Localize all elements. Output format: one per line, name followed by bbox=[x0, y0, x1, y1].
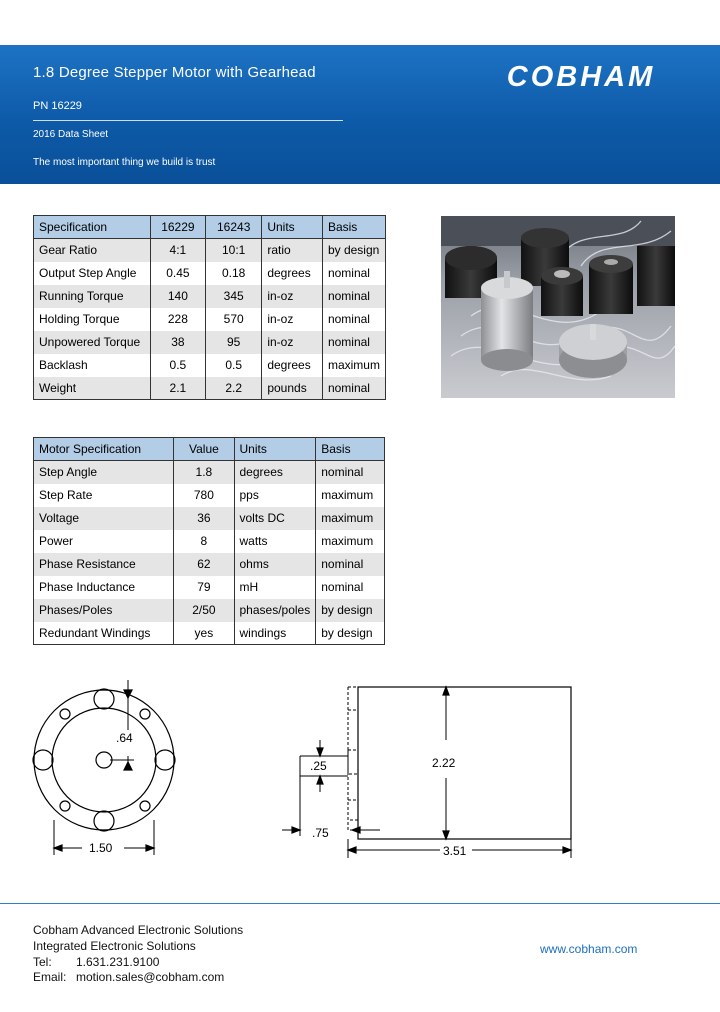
front-view-drawing bbox=[33, 680, 175, 855]
col-header: Basis bbox=[322, 216, 385, 239]
table-cell: 0.18 bbox=[206, 262, 262, 285]
table-cell: nominal bbox=[316, 576, 385, 599]
table-cell: Voltage bbox=[34, 507, 174, 530]
col-header: Units bbox=[234, 438, 316, 461]
col-header: 16243 bbox=[206, 216, 262, 239]
cobham-logo bbox=[485, 63, 677, 89]
table-cell: Output Step Angle bbox=[34, 262, 151, 285]
table-cell: by design bbox=[322, 239, 385, 262]
table-cell: Unpowered Torque bbox=[34, 331, 151, 354]
table-cell: 95 bbox=[206, 331, 262, 354]
table-cell: 62 bbox=[174, 553, 234, 576]
table-row bbox=[34, 622, 385, 645]
gearhead-spec-table bbox=[33, 215, 386, 400]
email-link[interactable]: motion.sales@cobham.com bbox=[76, 970, 225, 984]
table-row bbox=[34, 377, 386, 400]
table-cell: Running Torque bbox=[34, 285, 151, 308]
col-header: Basis bbox=[316, 438, 385, 461]
table-row bbox=[34, 484, 385, 507]
table-cell: nominal bbox=[322, 308, 385, 331]
table-cell: nominal bbox=[322, 331, 385, 354]
dim-shaft-dia: .25 bbox=[310, 759, 327, 773]
table-row bbox=[34, 461, 385, 484]
table-cell: nominal bbox=[316, 553, 385, 576]
table-cell: in-oz bbox=[262, 308, 323, 331]
dim-front-width: 1.50 bbox=[89, 841, 113, 855]
table-cell: degrees bbox=[234, 461, 316, 484]
page-title: 1.8 Degree Stepper Motor with Gearhead bbox=[33, 64, 316, 81]
table-cell: volts DC bbox=[234, 507, 316, 530]
table-cell: maximum bbox=[316, 530, 385, 553]
table-cell: Holding Torque bbox=[34, 308, 151, 331]
table-cell: Phase Inductance bbox=[34, 576, 174, 599]
motor-photo bbox=[441, 216, 675, 398]
table-cell: ohms bbox=[234, 553, 316, 576]
table-cell: yes bbox=[174, 622, 234, 645]
table-cell: degrees bbox=[262, 262, 323, 285]
col-header: Specification bbox=[34, 216, 151, 239]
table-cell: 2/50 bbox=[174, 599, 234, 622]
col-header: Motor Specification bbox=[34, 438, 174, 461]
table-header-row bbox=[34, 216, 386, 239]
table-cell: Phases/Poles bbox=[34, 599, 174, 622]
table-cell: nominal bbox=[322, 377, 385, 400]
table-cell: 780 bbox=[174, 484, 234, 507]
table-cell: nominal bbox=[322, 262, 385, 285]
table-cell: 4:1 bbox=[150, 239, 205, 262]
table-cell: ratio bbox=[262, 239, 323, 262]
table-cell: 0.5 bbox=[206, 354, 262, 377]
table-cell: in-oz bbox=[262, 331, 323, 354]
header-banner bbox=[0, 45, 720, 184]
table-cell: by design bbox=[316, 622, 385, 645]
table-row bbox=[34, 262, 386, 285]
table-cell: 2.2 bbox=[206, 377, 262, 400]
tel-value: 1.631.231.9100 bbox=[76, 955, 160, 969]
table-cell: phases/poles bbox=[234, 599, 316, 622]
table-cell: degrees bbox=[262, 354, 323, 377]
table-cell: 36 bbox=[174, 507, 234, 530]
table-cell: Redundant Windings bbox=[34, 622, 174, 645]
table-row bbox=[34, 308, 386, 331]
col-header: 16229 bbox=[150, 216, 205, 239]
table-cell: 8 bbox=[174, 530, 234, 553]
table-cell: Step Rate bbox=[34, 484, 174, 507]
table-cell: maximum bbox=[316, 507, 385, 530]
table-cell: watts bbox=[234, 530, 316, 553]
table-cell: 38 bbox=[150, 331, 205, 354]
table-header-row bbox=[34, 438, 385, 461]
table-cell: 0.45 bbox=[150, 262, 205, 285]
table-cell: 570 bbox=[206, 308, 262, 331]
table-cell: 2.1 bbox=[150, 377, 205, 400]
table-cell: 140 bbox=[150, 285, 205, 308]
footer-divider bbox=[0, 903, 720, 904]
footer-email bbox=[33, 970, 224, 984]
logo-text: COBHAM bbox=[506, 63, 656, 89]
table-cell: 228 bbox=[150, 308, 205, 331]
dimension-drawings bbox=[0, 670, 720, 870]
table-cell: Power bbox=[34, 530, 174, 553]
table-cell: pps bbox=[234, 484, 316, 507]
table-row bbox=[34, 354, 386, 377]
table-row bbox=[34, 530, 385, 553]
table-cell: Weight bbox=[34, 377, 151, 400]
table-row bbox=[34, 553, 385, 576]
part-number: PN 16229 bbox=[33, 100, 82, 112]
table-cell: Backlash bbox=[34, 354, 151, 377]
dim-side-length: 3.51 bbox=[443, 844, 467, 858]
dim-shaft-len: .75 bbox=[312, 826, 329, 840]
footer-division: Integrated Electronic Solutions bbox=[33, 939, 196, 953]
dim-side-height: 2.22 bbox=[432, 756, 456, 770]
datasheet-year: 2016 Data Sheet bbox=[33, 129, 109, 140]
table-cell: in-oz bbox=[262, 285, 323, 308]
footer-company: Cobham Advanced Electronic Solutions bbox=[33, 923, 244, 937]
table-cell: 79 bbox=[174, 576, 234, 599]
table-cell: 10:1 bbox=[206, 239, 262, 262]
table-cell: 0.5 bbox=[150, 354, 205, 377]
table-cell: 345 bbox=[206, 285, 262, 308]
table-cell: windings bbox=[234, 622, 316, 645]
dim-offset: .64 bbox=[116, 731, 133, 745]
motor-spec-table bbox=[33, 437, 385, 645]
table-cell: maximum bbox=[322, 354, 385, 377]
table-row bbox=[34, 599, 385, 622]
table-row bbox=[34, 507, 385, 530]
email-label: Email: bbox=[33, 970, 67, 984]
header-divider bbox=[33, 120, 343, 121]
table-row bbox=[34, 239, 386, 262]
table-cell: Phase Resistance bbox=[34, 553, 174, 576]
footer-tel bbox=[33, 955, 159, 969]
tel-label: Tel: bbox=[33, 955, 52, 969]
col-header: Value bbox=[174, 438, 234, 461]
table-cell: nominal bbox=[316, 461, 385, 484]
table-cell: Gear Ratio bbox=[34, 239, 151, 262]
table-cell: mH bbox=[234, 576, 316, 599]
website-link[interactable]: www.cobham.com bbox=[540, 942, 638, 956]
table-row bbox=[34, 576, 385, 599]
tagline: The most important thing we build is trust bbox=[33, 157, 216, 168]
table-row bbox=[34, 331, 386, 354]
table-cell: 1.8 bbox=[174, 461, 234, 484]
col-header: Units bbox=[262, 216, 323, 239]
table-cell: by design bbox=[316, 599, 385, 622]
table-cell: maximum bbox=[316, 484, 385, 507]
table-cell: Step Angle bbox=[34, 461, 174, 484]
table-cell: nominal bbox=[322, 285, 385, 308]
table-row bbox=[34, 285, 386, 308]
table-cell: pounds bbox=[262, 377, 323, 400]
